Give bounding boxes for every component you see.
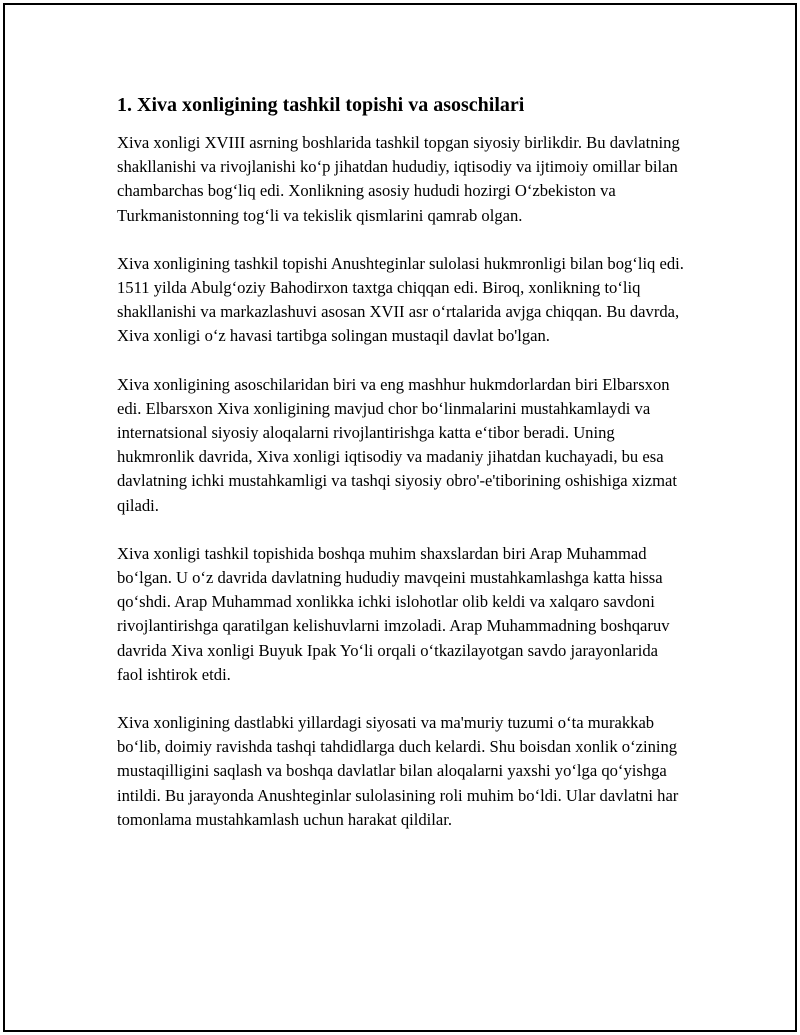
paragraph-3: Xiva xonligining asoschilaridan biri va eng mashhur hukmdorlardan biri Elbarsxon edi. Elbarsxon Xiva xonligining mavjud chor bo‘linmalarini mustahkamlaydi va internatsional siyosiy aloqalarni rivojlantirishga katta e‘tibor beradi. Uning hukmronlik davrida, Xiva xonligi iqtisodiy va madaniy jihatdan kuchayadi, bu esa davlatning ichki mustahkamligi va tashqi siyosiy obro'-e'tiborining oshishiga xizmat qiladi.: [117, 374, 677, 515]
paragraph-4: Xiva xonligi tashkil topishida boshqa muhim shaxslardan biri Arap Muhammad bo‘lgan. U o‘z davrida davlatning hududiy mavqeini mustahkamlashga katta hissa qo‘shdi. Arap Muhammad xonlikka ichki islohotlar olib keldi va xalqaro savdoni rivojlantirishga qaratilgan kelishuvlarni imzoladi. Arap Muhammadning boshqaruv davrida Xiva xonligi Buyuk Ipak Yo‘li orqali o‘tkazilayotgan savdo jarayonlarida faol ishtirok etdi.: [117, 543, 670, 684]
document-body: [117, 92, 687, 856]
paragraph-1: Xiva xonligi XVIII asrning boshlarida tashkil topgan siyosiy birlikdir. Bu davlatning shakllanishi va rivojlanishi ko‘p jihatdan hududiy, iqtisodiy va ijtimoiy omillar bilan chambarchas bog‘liq edi. Xonlikning asosiy hududi hozirgi O‘zbekiston va Turkmanistonning tog‘li va tekislik qismlarini qamrab olgan.: [117, 133, 680, 225]
section-heading: 1. Xiva xonligining tashkil topishi va asoschilari: [117, 94, 525, 116]
paragraph-2: Xiva xonligining tashkil topishi Anushteginlar sulolasi hukmronligi bilan bog‘liq edi. 1511 yilda Abulg‘oziy Bahodirxon taxtga chiqqan edi. Biroq, xonlikning to‘liq shakllanishi va markazlashuvi asosan XVII asr o‘rtalarida avjga chiqqan. Bu davrda, Xiva xonligi o‘z havasi tartibga solingan mustaqil davlat bo'lgan.: [117, 253, 684, 346]
paragraph-5: Xiva xonligining dastlabki yillardagi siyosati va ma'muriy tuzumi o‘ta murakkab bo‘lib, doimiy ravishda tashqi tahdidlarga duch kelardi. Shu boisdan xonlik o‘zining mustaqilligini saqlash va boshqa davlatlar bilan aloqalarni yaxshi yo‘lga qo‘yishga intildi. Bu jarayonda Anushteginlar sulolasining roli muhim bo‘ldi. Ular davlatni har tomonlama mustahkamlash uchun harakat qildilar.: [117, 713, 679, 829]
